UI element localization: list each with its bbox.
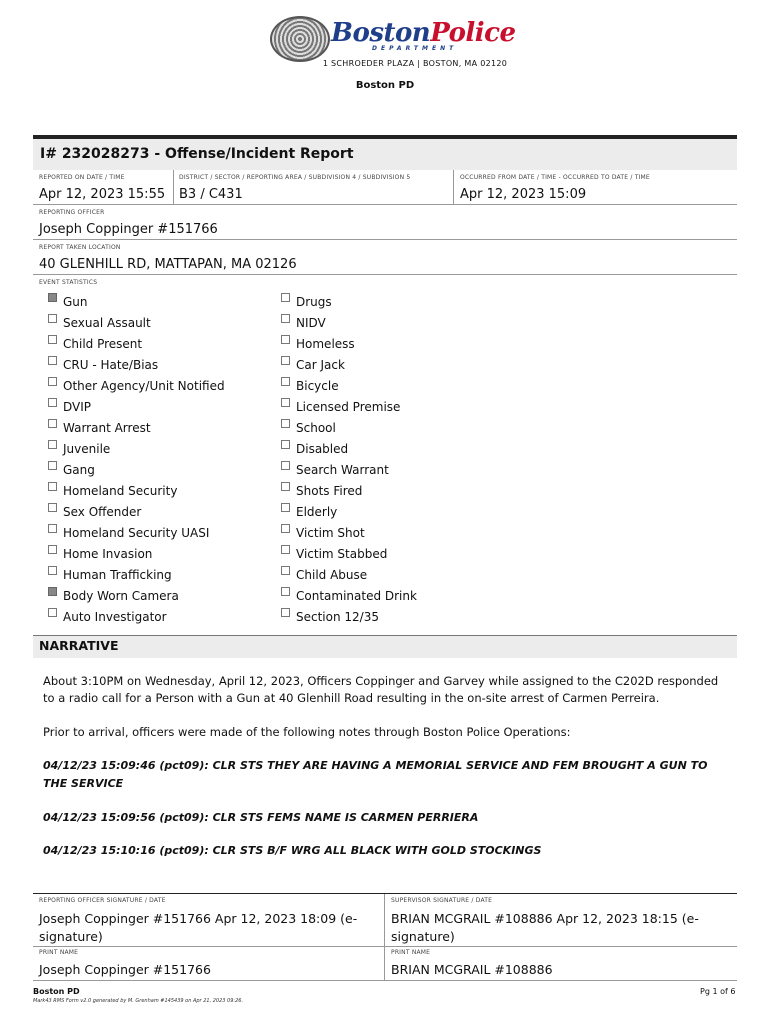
footer-agency: Boston PD: [33, 987, 80, 996]
narrative-paragraph: Prior to arrival, officers were made of the following notes through Boston Police Operations:: [43, 725, 571, 739]
checkbox[interactable]: [48, 440, 57, 449]
event-item: NIDV: [281, 312, 417, 333]
event-item: Gun: [48, 291, 225, 312]
checkbox[interactable]: [281, 377, 290, 386]
checkbox[interactable]: [48, 482, 57, 491]
dispatch-note: 04/12/23 15:09:46 (pct09): CLR STS THEY ARE HAVING A MEMORIAL SERVICE AND FEM BROUGHT A GUN TO THE SERVICE: [43, 759, 708, 790]
event-item: Juvenile: [48, 438, 225, 459]
event-list-right: [281, 291, 417, 627]
checkbox[interactable]: [281, 482, 290, 491]
event-item: Homeland Security: [48, 480, 225, 501]
event-item: Disabled: [281, 438, 417, 459]
checkbox[interactable]: [281, 566, 290, 575]
checkbox[interactable]: [48, 314, 57, 323]
event-item: Contaminated Drink: [281, 585, 417, 606]
checkbox[interactable]: [281, 545, 290, 554]
event-item: Elderly: [281, 501, 417, 522]
divider: [453, 170, 454, 204]
officer-value: Joseph Coppinger #151766: [39, 222, 218, 237]
dispatch-note: 04/12/23 15:10:16 (pct09): CLR STS B/F WRG ALL BLACK WITH GOLD STOCKINGS: [43, 844, 542, 857]
occurred-label: OCCURRED FROM DATE / TIME - OCCURRED TO DATE / TIME: [460, 174, 650, 181]
divider: [33, 274, 737, 275]
event-item: Body Worn Camera: [48, 585, 225, 606]
checkbox[interactable]: [48, 503, 57, 512]
event-item: Homeless: [281, 333, 417, 354]
checkbox[interactable]: [48, 335, 57, 344]
checkbox[interactable]: [281, 461, 290, 470]
print-name-label: PRINT NAME: [39, 949, 79, 956]
event-item: Auto Investigator: [48, 606, 225, 627]
officer-signature-label: REPORTING OFFICER SIGNATURE / DATE: [39, 897, 166, 904]
officer-signature-value: Joseph Coppinger #151766 Apr 12, 2023 18:09 (e-signature): [39, 911, 358, 944]
event-item: Child Abuse: [281, 564, 417, 585]
event-item: Victim Stabbed: [281, 543, 417, 564]
event-item: Car Jack: [281, 354, 417, 375]
report-title: I# 232028273 - Offense/Incident Report: [40, 146, 354, 162]
checkbox[interactable]: [48, 293, 57, 302]
narrative-title: NARRATIVE: [39, 638, 119, 653]
event-list-left: [48, 291, 225, 627]
checkbox[interactable]: [281, 293, 290, 302]
department-logo: BostonPolice: [331, 18, 516, 48]
checkbox[interactable]: [281, 398, 290, 407]
agency-name: Boston PD: [355, 80, 415, 91]
event-item: Sexual Assault: [48, 312, 225, 333]
event-item: Search Warrant: [281, 459, 417, 480]
event-item: Shots Fired: [281, 480, 417, 501]
checkbox[interactable]: [281, 335, 290, 344]
event-statistics-label: EVENT STATISTICS: [39, 279, 98, 286]
event-item: Victim Shot: [281, 522, 417, 543]
event-item: Warrant Arrest: [48, 417, 225, 438]
checkbox[interactable]: [48, 608, 57, 617]
checkbox[interactable]: [48, 419, 57, 428]
checkbox[interactable]: [281, 503, 290, 512]
event-item: Bicycle: [281, 375, 417, 396]
supervisor-print-name: BRIAN MCGRAIL #108886: [391, 962, 553, 977]
divider: [173, 170, 174, 204]
event-item: Sex Offender: [48, 501, 225, 522]
location-value: 40 GLENHILL RD, MATTAPAN, MA 02126: [39, 257, 297, 272]
divider: [33, 980, 737, 981]
checkbox[interactable]: [48, 398, 57, 407]
dispatch-note: 04/12/23 15:09:56 (pct09): CLR STS FEMS NAME IS CARMEN PERRIERA: [43, 811, 479, 824]
event-item: Section 12/35: [281, 606, 417, 627]
reported-label: REPORTED ON DATE / TIME: [39, 174, 125, 181]
divider: [33, 204, 737, 205]
reported-value: Apr 12, 2023 15:55: [39, 187, 166, 202]
supervisor-signature-label: SUPERVISOR SIGNATURE / DATE: [391, 897, 493, 904]
officer-label: REPORTING OFFICER: [39, 209, 105, 216]
department-seal-icon: [270, 16, 330, 62]
officer-print-name: Joseph Coppinger #151766: [39, 962, 211, 977]
event-item: DVIP: [48, 396, 225, 417]
event-item: Homeland Security UASI: [48, 522, 225, 543]
event-item: Gang: [48, 459, 225, 480]
supervisor-signature-value: BRIAN MCGRAIL #108886 Apr 12, 2023 18:15 (e-signature): [391, 911, 699, 944]
checkbox[interactable]: [281, 440, 290, 449]
occurred-value: Apr 12, 2023 15:09: [460, 187, 587, 202]
checkbox[interactable]: [48, 587, 57, 596]
logo-department-text: DEPARTMENT: [372, 45, 458, 52]
district-label: DISTRICT / SECTOR / REPORTING AREA / SUBDIVISION 4 / SUBDIVISION 5: [179, 174, 411, 181]
location-label: REPORT TAKEN LOCATION: [39, 244, 121, 251]
checkbox[interactable]: [281, 419, 290, 428]
event-item: School: [281, 417, 417, 438]
checkbox[interactable]: [281, 587, 290, 596]
event-item: Human Trafficking: [48, 564, 225, 585]
checkbox[interactable]: [48, 566, 57, 575]
checkbox[interactable]: [48, 545, 57, 554]
divider: [33, 946, 737, 947]
checkbox[interactable]: [48, 524, 57, 533]
checkbox[interactable]: [48, 377, 57, 386]
divider: [384, 894, 385, 980]
footer-generated: Mark43 RMS Form v2.0 generated by M. Grenham #145439 on Apr 21, 2023 09:26.: [33, 998, 244, 1004]
department-address: 1 SCHROEDER PLAZA | BOSTON, MA 02120: [322, 59, 508, 68]
event-item: Other Agency/Unit Notified: [48, 375, 225, 396]
checkbox[interactable]: [281, 356, 290, 365]
checkbox[interactable]: [281, 608, 290, 617]
narrative-header-bar: [33, 635, 737, 658]
district-value: B3 / C431: [179, 187, 243, 202]
checkbox[interactable]: [281, 524, 290, 533]
event-item: Child Present: [48, 333, 225, 354]
print-name-label: PRINT NAME: [391, 949, 431, 956]
signature-top-rule: [33, 893, 737, 894]
event-item: Drugs: [281, 291, 417, 312]
checkbox[interactable]: [48, 461, 57, 470]
divider: [33, 239, 737, 240]
checkbox[interactable]: [48, 356, 57, 365]
event-item: CRU - Hate/Bias: [48, 354, 225, 375]
event-item: Licensed Premise: [281, 396, 417, 417]
checkbox[interactable]: [281, 314, 290, 323]
event-item: Home Invasion: [48, 543, 225, 564]
page-number: Pg 1 of 6: [700, 987, 736, 996]
narrative-paragraph: About 3:10PM on Wednesday, April 12, 2023, Officers Coppinger and Garvey while assigned to the C202D responded to a radio call for a Person with a Gun at 40 Glenhill Road resulting in the on-site arrest of Carmen Perreira.: [43, 674, 719, 705]
